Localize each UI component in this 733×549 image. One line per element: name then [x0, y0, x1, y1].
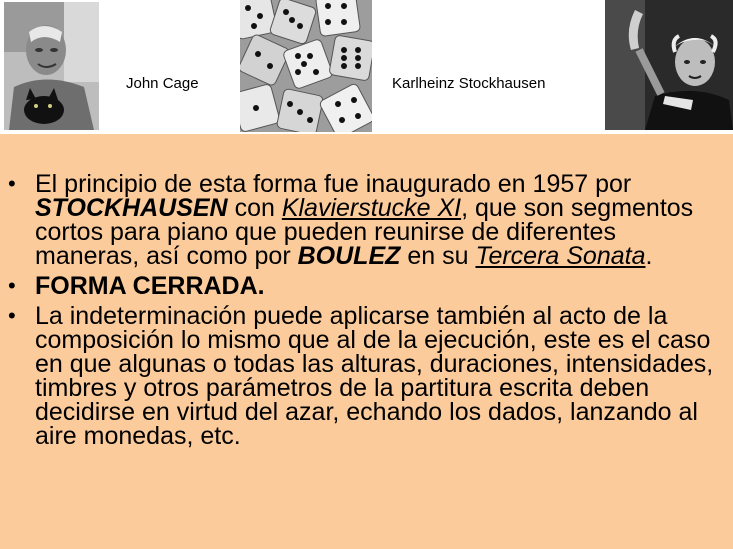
- bullet-list: [8, 172, 723, 454]
- caption-john-cage: John Cage: [126, 75, 199, 92]
- boulez-emphasis: BOULEZ: [297, 242, 401, 270]
- stockhausen-emphasis: STOCKHAUSEN: [35, 194, 228, 222]
- bullet-item-2: [8, 274, 723, 298]
- stockhausen-photo: [605, 0, 733, 130]
- text-segment: en su: [400, 242, 476, 270]
- klavierstucke-title: Klavierstucke XI: [281, 194, 462, 222]
- bullet-item-3: [8, 304, 723, 448]
- forma-cerrada-text: FORMA CERRADA.: [35, 272, 265, 300]
- tercera-sonata-title: Tercera Sonata: [475, 242, 646, 270]
- text-segment: , que son segmentos cortos para piano que pueden reunirse de diferentes maneras, así como por: [35, 194, 694, 270]
- caption-stockhausen: Karlheinz Stockhausen: [392, 75, 546, 92]
- john-cage-photo: [4, 2, 99, 130]
- content-area: [0, 134, 733, 549]
- text-segment: .: [645, 242, 653, 270]
- bullet-item-1: [8, 172, 723, 268]
- bullet-dot-icon: •: [8, 303, 16, 328]
- text-segment: El principio de esta forma fue inaugurado en 1957 por: [35, 170, 632, 198]
- header-band: [0, 0, 733, 134]
- bullet-dot-icon: •: [8, 171, 16, 196]
- dice-image: [240, 0, 372, 132]
- text-segment: con: [227, 194, 282, 222]
- indeterminacion-text: La indeterminación puede aplicarse también al acto de la composición lo mismo que al de la ejecución, este es el caso en que algunas o todas las alturas, duraciones, intensidades, timbres y otros parámetros de la partitura escrita deben decidirse en virtud del azar, echando los dados, lanzando al aire monedas, etc.: [35, 302, 714, 450]
- bullet-dot-icon: •: [8, 273, 16, 298]
